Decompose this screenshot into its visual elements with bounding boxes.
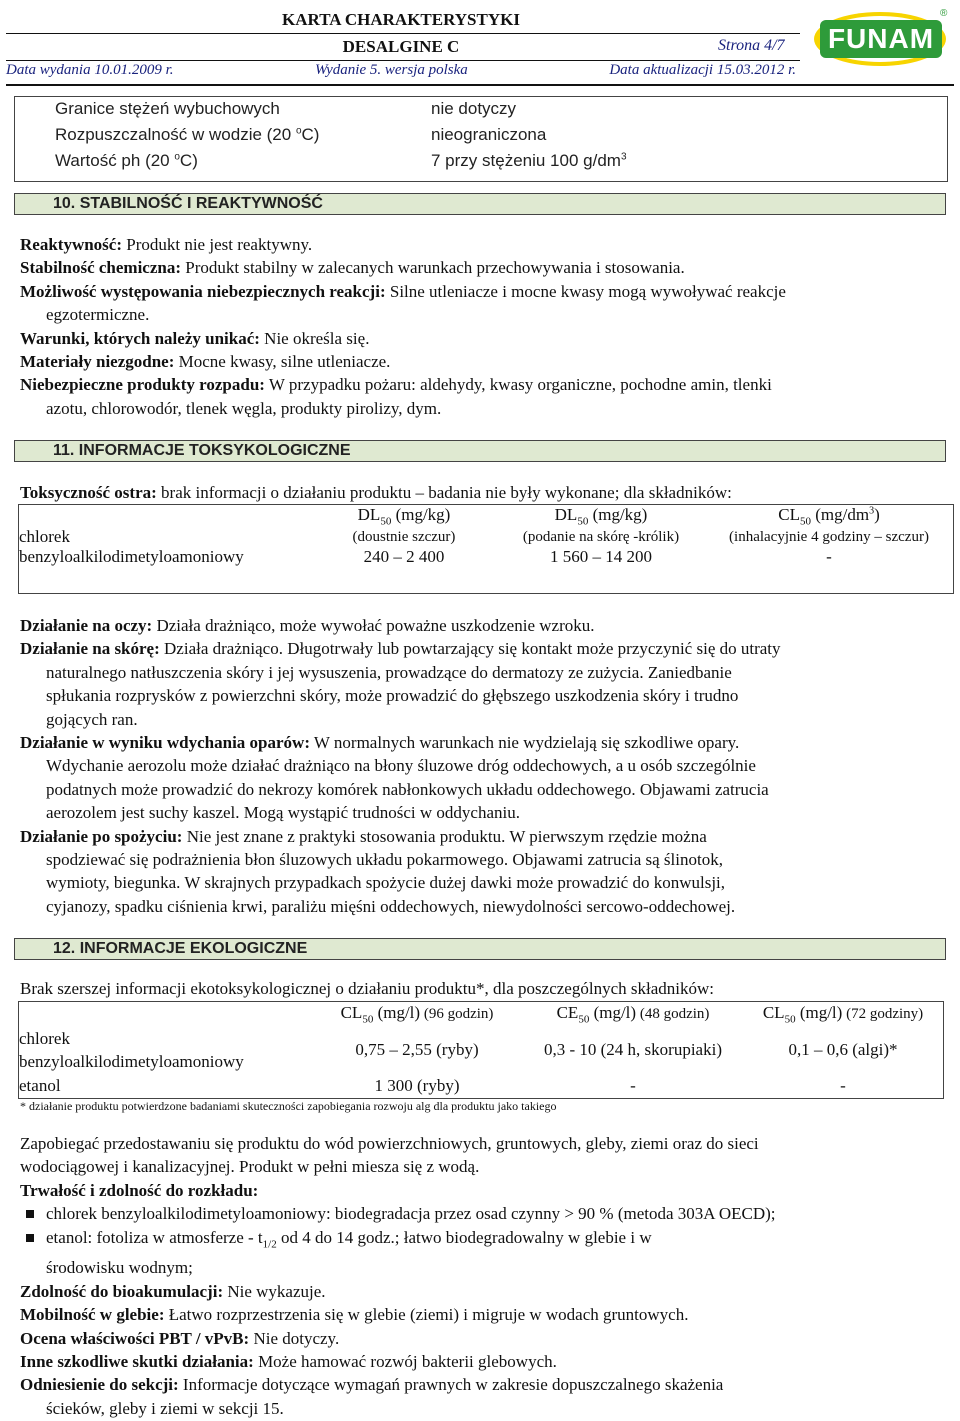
table-header-row: $CL_{50}$ (mg/l) (96 godzin) $CE_{50}$ (mg/l) (48 godzin) $CL_{50}$ (mg/l) (72 godziny): [340, 1002, 924, 1026]
edition: Wydanie 5. wersja polska: [315, 62, 468, 78]
registered-mark: ®: [940, 8, 948, 19]
list-item: chlorek benzyloalkilodimetyloamoniowy: biodegradacja przez osad czynny > 90 % (metoda 303A OECD);: [46, 1204, 776, 1224]
header-dates-row: [6, 62, 796, 79]
logo-text: FUNAM: [820, 20, 942, 58]
section-12-body: Zapobiegać przedostawaniu się produktu do wód powierzchniowych, gruntowych, gleby, ziemi oraz do sieci wodociągowej i kanalizacyjnej. Produkt w pełni miesza się z wodą. Trwałość i zdolność do rozkładu: chlorek benzyloalkilodimetyloamoniowy: biodegradacja przez osad czynny > 90 % (metoda 303A OECD); etanol: fotoliza w atmosferze - $t_{1/2}$ od 4 do 14 godz.; łatwo biodegradowalny w glebie i w środowisku wodnym; Zdolność do bioakumulacji: Nie wykazuje. Mobilność w glebie: Łatwo rozprzestrzenia się w glebie (ziemi) i migruje w wodach gruntowych. Ocena właściwości PBT / vPvB: Nie dotyczy. Inne szkodliwe skutki działania: Może hamować rozwój bakterii glebowych. Odniesienie do sekcji: Informacje dotyczące wymagań prawnych w zakresie dopuszczalnego skażenia ścieków, gleby i ziemi w sekcji 15.: [20, 1132, 940, 1420]
acute-toxicity-intro: Toksyczność ostra: brak informacji o działaniu produktu – badania nie były wykonane; dla składników:: [20, 483, 732, 502]
toxicity-table: [18, 504, 954, 594]
table-note-row: chlorek (doustnie szczur) (podanie na skórę -królik) (inhalacyjnie 4 godziny – szczur): [19, 527, 929, 547]
header-divider: [6, 33, 800, 34]
header-divider: [6, 60, 800, 61]
ecotox-intro: Brak szerszej informacji ekotoksykologicznej o działaniu produktu*, dla poszczególnych składników:: [20, 979, 714, 998]
table-row: etanol 1 300 (ryby) - -: [19, 1076, 846, 1095]
section-12-heading: 12. INFORMACJE EKOLOGICZNE: [14, 938, 946, 960]
table-row: benzyloalkilodimetyloamoniowy 240 – 2 400 1 560 – 14 200 -: [19, 547, 832, 567]
section-10-body: Reaktywność: Produkt nie jest reaktywny. Stabilność chemiczna: Produkt stabilny w zalecanych warunkach przechowywania i stosowania. Możliwość występowania niebezpiecznych reakcji: Silne utleniacze i mocne kwasy mogą wywoływać reakcje egzotermiczne. Warunki, których należy unikać: Nie określa się. Materiały niezgodne: Mocne kwasy, silne utleniacze. Niebezpieczne produkty rozpadu: W przypadku pożaru: aldehydy, kwasy organiczne, pochodne amin, tlenki azotu, chlorowodór, tlenek węgla, produkty pirolizy, dym.: [20, 235, 786, 418]
section-10-heading: 10. STABILNOŚĆ I REAKTYWNOŚĆ: [14, 193, 946, 215]
bullet-icon: [26, 1210, 34, 1218]
header-divider: [6, 84, 954, 86]
header-title: KARTA CHARAKTERYSTYKI: [282, 10, 520, 29]
section-11-heading: 11. INFORMACJE TOKSYKOLOGICZNE: [14, 440, 946, 462]
property-row: Rozpuszczalność w wodzie (20 $^o$C) nieograniczona: [55, 125, 547, 144]
product-name: DESALGINE C: [342, 37, 460, 56]
page-number: Strona 4/7: [718, 37, 785, 54]
properties-box: [14, 96, 948, 182]
update-date: Data aktualizacji 15.03.2012 r.: [609, 62, 796, 78]
list-item: etanol: fotoliza w atmosferze - $t_{1/2}$ od 4 do 14 godz.; łatwo biodegradowalny w glebie i w: [46, 1227, 652, 1251]
footnote: * działanie produktu potwierdzone badaniami skuteczności zapobiegania rozwoju alg dla produktu jako takiego: [20, 1099, 557, 1113]
section-11-effects: Działanie na oczy: Działa drażniąco, może wywołać poważne uszkodzenie wzroku. Działanie na skórę: Działa drażniąco. Długotrwały lub powtarzający się kontakt może przyczynić się do utraty naturalnego natłuszczenia skóry i jej wysuszenia, prowadzące do dermatozy ze zużycia. Zaniedbanie spłukania rozprysków z powierzchni skóry, może prowadzić do głębszego uszkodzenia skóry i trudno gojących ran. Działanie w wyniku wdychania oparów: W normalnych warunkach nie wydzielają się szkodliwe opary. Wdychanie aerozolu może działać drażniąco na błony śluzowe dróg oddechowych, a u osób szczególnie podatnych może prowadzić do nekrozy komórek nabłonkowych układu oddechowego. Objawami zatrucia aerozolem jest suchy kaszel. Mogą wystąpić trudności w oddychaniu. Działanie po spożyciu: Nie jest znane z praktyki stosowania produktu. W pierwszym rzędzie można spodziewać się podrażnienia błon śluzowych układu pokarmowego. Objawami zatrucia są ślinotok, wymioty, biegunka. W skrajnych przypadkach spożycie dużej dawki może prowadzić do konwulsji, cyjanozy, spadku ciśnienia krwi, paraliżu mięśni oddechowych, niewydolności sercowo-oddechowej.: [20, 616, 781, 916]
property-row: Granice stężeń wybuchowych nie dotyczy: [55, 99, 517, 118]
bullet-icon: [26, 1234, 34, 1242]
table-header-row: $DL_{50}$ (mg/kg) $DL_{50}$ (mg/kg) $CL_{50}$ $(mg/dm^3)$: [357, 505, 880, 528]
issue-date: Data wydania 10.01.2009 r.: [6, 62, 174, 78]
table-row: chlorek benzyloalkilodimetyloamoniowy 0,75 – 2,55 (ryby) 0,3 - 10 (24 h, skorupiaki) 0,1 – 0,6 (algi)*: [19, 1029, 898, 1071]
document-header: [6, 4, 954, 76]
property-row: Wartość ph (20 $^o$C) 7 przy stężeniu 100 $g/dm^3$: [55, 151, 627, 170]
funam-logo: [806, 6, 954, 72]
ecotoxicity-table: [18, 1001, 944, 1099]
